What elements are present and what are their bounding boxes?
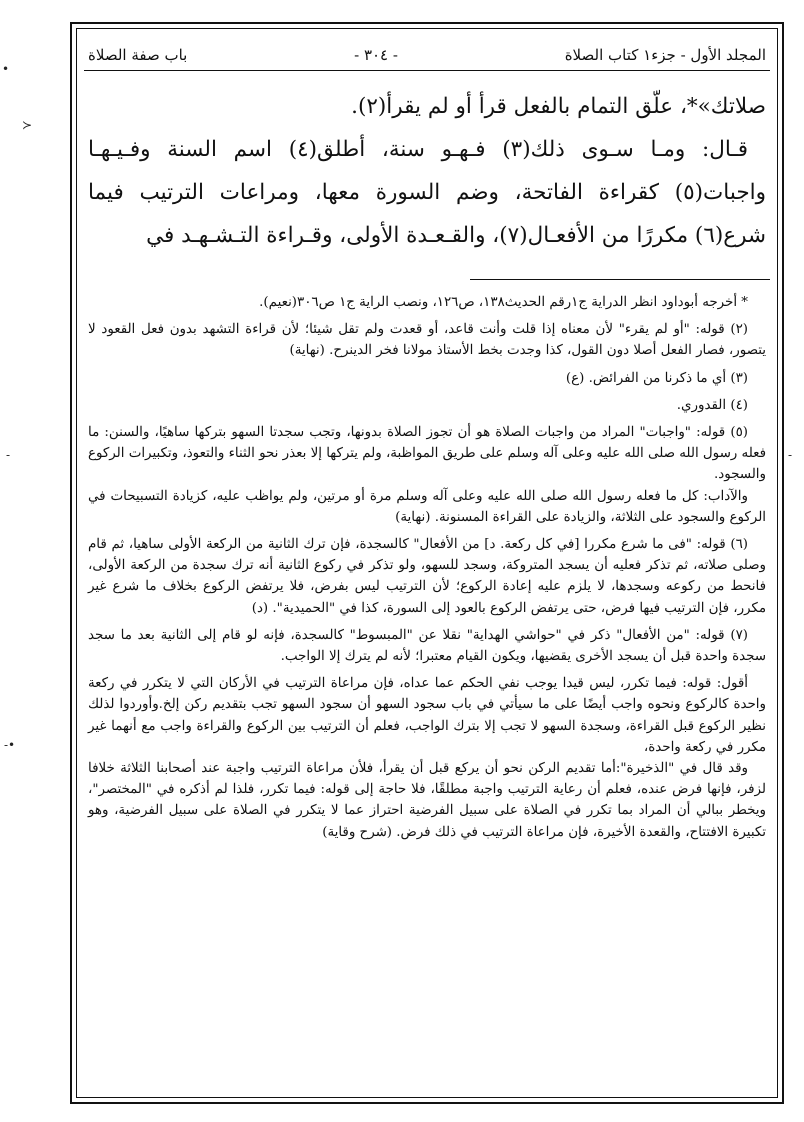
volume-info: المجلد الأول - جزء١ كتاب الصلاة [564, 46, 766, 64]
chapter-title: باب صفة الصلاة [88, 46, 188, 64]
page-number: - ٣٠٤ - [354, 46, 398, 64]
main-text [84, 85, 770, 257]
footnote: أقول: قوله: فيما تكرر، ليس قيدا يوجب نفي الحكم عما عداه، فإن مراعاة الترتيب في الأركان التي لا يتكرر في ركعة واحدة كالركوع ونحوه واجب أيضًا على ما سيأتي في باب سجود السهو أن سجود السهو تجب بتقديم ركن إلخ.وأوردوا لذلك نظير الركوع قبل القراءة، وسجدة السهو لا تجب إلا بترك الواجب، فعلم أن الترتيب بين الركوع والقراءة واجب مع أنهما غير مكرر في ركعة واحدة، [88, 676, 766, 755]
footnote: والآداب: كل ما فعله رسول الله صلى الله عليه وعلى آله وسلم مرة أو مرتين، ولم يواظب عليه، كزيادة التسبيحات في الركوع والسجود على الثلاثة، والزيادة على القراءة المسنونة. (نهاية) [88, 488, 766, 525]
scan-mark: ≻ [22, 118, 33, 132]
scan-mark: - [788, 448, 793, 462]
footnote: وقد قال في "الذخيرة":أما تقديم الركن نحو أن يركع قبل أن يقرأ، فلأن مراعاة الترتيب واجبة عند أصحابنا الثلاثة خلافا لزفر، فإنها فرض عنده، فعلم أن رعاية الترتيب واجبة مطلقًا، فلا حاجة إلى قوله: فيما تكرر، فلذا لم أذكره في "المختصر"، ويخطر ببالي أن المراد بما تكرر في الصلاة على سبيل الفرضية احتراز عما لا يتكرر في الصلاة على سبيل الفرضية، وهو تكبيرة الافتتاح، والقعدة الأخيرة، فإن مراعاة الترتيب في ذلك فرض. (شرح وقاية) [88, 761, 766, 840]
scan-mark: -• [4, 738, 16, 752]
footnote: (٧) قوله: "من الأفعال" ذكر في "حواشي الهداية" نقلا عن "المبسوط" كالسجدة، فإنه لو قام إلى الثانية بعد ما سجد سجدة واحدة قبل أن يسجد الأخرى يقضيها، ويكون القيام معتبرا؛ لأنه لم يترك إلا الواجب. [88, 627, 766, 665]
main-paragraph: قـال: ومـا سـوى ذلك(٣) فـهـو سنة، أطلق(٤) اسم السنة وفـيـهـا واجبات(٥) كقراءة الفاتحة، وضم السورة معها، ومراعات الترتيب فيما شرع(٦) مكررًا من الأفعـال(٧)، والقـعـدة الأولى، وقـراءة التـشـهـد في [88, 137, 766, 248]
running-header [84, 40, 770, 71]
scan-speck: • [2, 62, 10, 76]
footnote: (٥) قوله: "واجبات" المراد من واجبات الصلاة هو أن تجوز الصلاة بدونها، وتجب سجدتا السهو بتركها ساهيًا، والسنن: ما فعله رسول الله صلى الله عليه وعلى آله وسلم على طريق المواظبة، ولم يتركها إلا بعذر نحو الثناء والتعوذ، وتكبيرات الركوع والسجود. [88, 425, 766, 483]
footnote: (٣) أي ما ذكرنا من الفرائض. (ع) [565, 370, 748, 386]
book-page [84, 40, 770, 1090]
footnotes [84, 292, 770, 843]
footnote-separator [470, 279, 770, 280]
footnote: (٤) القدوري. [676, 397, 748, 413]
footnote: (٢) قوله: "أو لم يقرء" لأن معناه إذا قلت وأنت قاعد، أو قعدت ولم تقل شيئا؛ لأن قراءة التشهد بدون فعل القعود لا يتصور، فصار الفعل أصلا دون القول، كذا وجدت بخط الأستاذ مولانا فخر الدينرح. (نهاية) [88, 322, 766, 359]
main-paragraph: صلاتك»*، علّق التمام بالفعل قرأ أو لم يقرأ(٢). [351, 94, 766, 119]
footnote: * أخرجه أبوداود انظر الدراية ج١رقم الحديث١٣٨، ص١٢٦، ونصب الراية ج١ ص٣٠٦(نعيم). [259, 295, 748, 310]
footnote: (٦) قوله: "فى ما شرع مكررا [في كل ركعة. د] من الأفعال" كالسجدة، فإن ترك الثانية من الركعة الأولى ساهيا، ثم قام وصلى صلاته، ثم تذكر فعليه أن يسجد المتروكة، وسجد للسهو، ولو تذكر في ركوع الثانية أنه ترك سجدة من الركعة الأولى، فانحط من ركوعه وسجدها، لا يلزم عليه إعادة الركوع؛ لأن الترتيب ليس بفرض، فلا يرتفض الركوع بخلاف ما شرع غير مكرر، فإن الترتيب فيها فرض، حتى يرتفض الركوع بالعود إلى السورة، كذا في "الحميدية". (د) [88, 537, 766, 616]
scan-mark: - [6, 448, 11, 462]
